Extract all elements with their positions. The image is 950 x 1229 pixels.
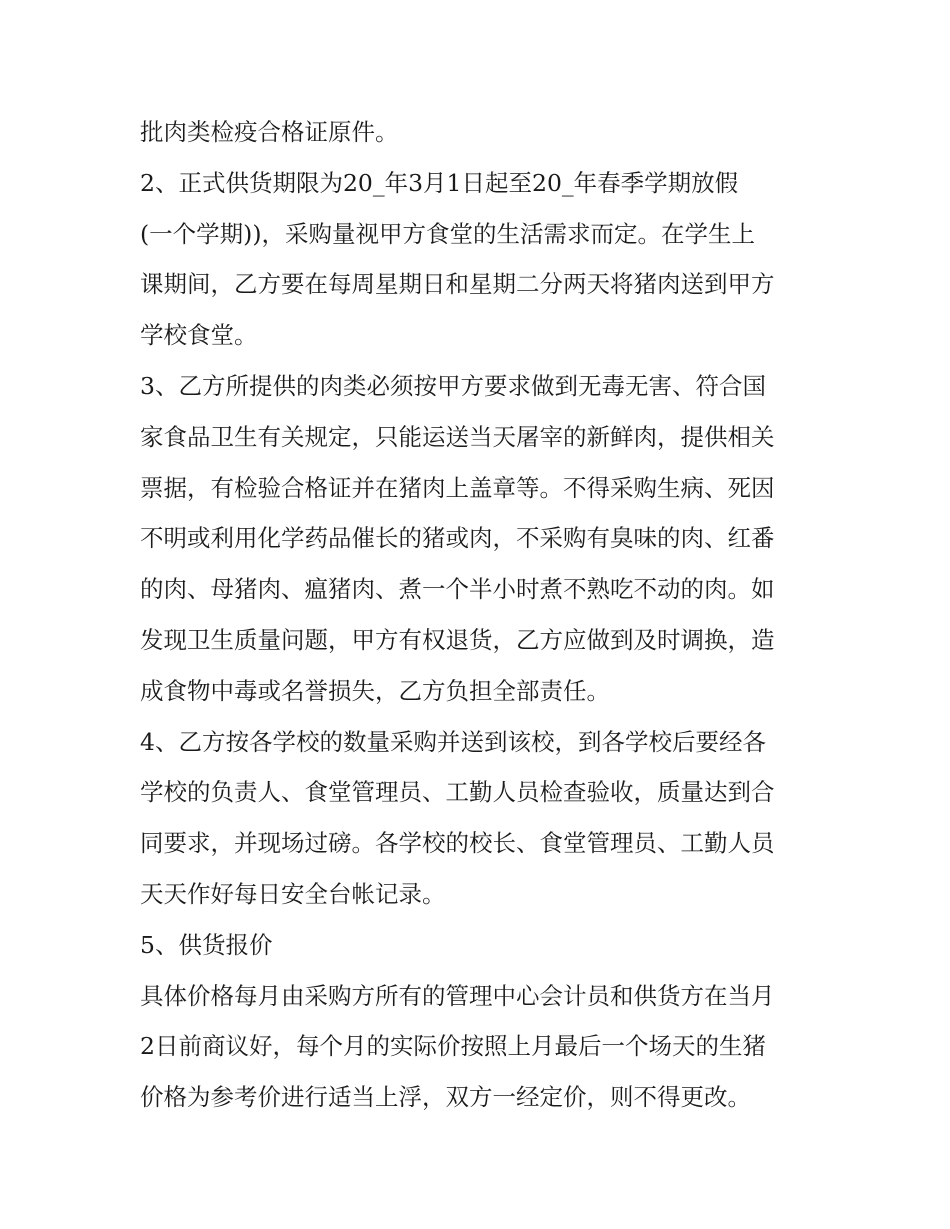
text-line: 学校食堂。 bbox=[140, 321, 258, 350]
text-line: 课期间，乙方要在每周星期日和星期二分两天将猪肉送到甲方 bbox=[140, 270, 775, 299]
text-line: 具体价格每月由采购方所有的管理中心会计员和供货方在当月 bbox=[140, 981, 775, 1010]
text-line: 2日前商议好，每个月的实际价按照上月最后一个场天的生猪 bbox=[140, 1032, 766, 1061]
text-line: 不明或利用化学药品催长的猪或肉，不采购有臭味的肉、红番 bbox=[140, 524, 775, 553]
text-line: 批肉类检疫合格证原件。 bbox=[140, 118, 399, 146]
text-line: 学校的负责人、食堂管理员、工勤人员检查验收，质量达到合 bbox=[140, 778, 775, 807]
clause-5-heading: 5、供货报价 bbox=[140, 930, 273, 959]
clause-4-line: 4、乙方按各学校的数量采购并送到该校，到各学校后要经各 bbox=[140, 727, 766, 756]
text-line: 成食物中毒或名誉损失，乙方负担全部责任。 bbox=[140, 676, 610, 705]
text-line: 的肉、母猪肉、瘟猪肉、煮一个半小时煮不熟吃不动的肉。如 bbox=[140, 575, 775, 604]
text-line: 票据，有检验合格证并在猪肉上盖章等。不得采购生病、死因 bbox=[140, 473, 775, 502]
text-line: 天天作好每日安全台帐记录。 bbox=[140, 879, 446, 908]
text-line: 家食品卫生有关规定，只能运送当天屠宰的新鲜肉，提供相关 bbox=[140, 422, 775, 451]
clause-2-line: 2、正式供货期限为20_年3月1日起至20_年春季学期放假 bbox=[140, 168, 739, 197]
text-line: 同要求，并现场过磅。各学校的校长、食堂管理员、工勤人员 bbox=[140, 829, 775, 858]
contract-text-body bbox=[140, 107, 830, 1123]
text-line: 价格为参考价进行适当上浮，双方一经定价，则不得更改。 bbox=[140, 1083, 751, 1112]
text-line: (一个学期))，采购量视甲方食堂的生活需求而定。在学生上 bbox=[140, 219, 756, 248]
text-line: 发现卫生质量问题，甲方有权退货，乙方应做到及时调换，造 bbox=[140, 625, 775, 654]
clause-3-line: 3、乙方所提供的肉类必须按甲方要求做到无毒无害、符合国 bbox=[140, 371, 766, 400]
